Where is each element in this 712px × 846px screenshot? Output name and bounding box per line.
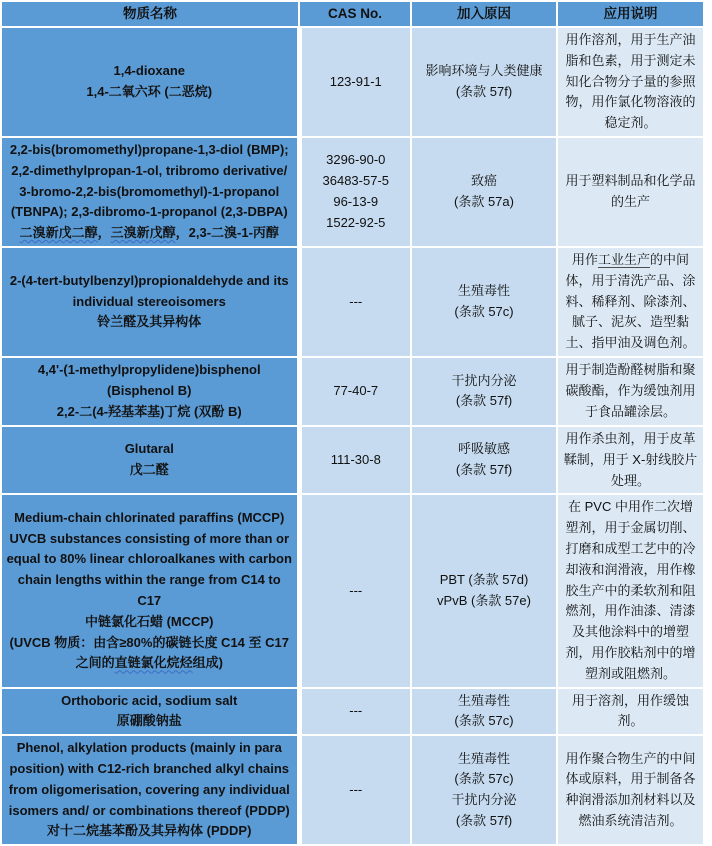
reason-clause: (条款 57a) bbox=[454, 193, 514, 209]
application-text: 用作杀虫剂，用于皮革鞣制，用于 X-射线胶片处理。 bbox=[563, 430, 698, 488]
substance-name-zh-part: 三溴新戊醇 bbox=[110, 225, 176, 241]
reason-text: 致癌 bbox=[470, 173, 497, 189]
reason-text: 干扰内分泌 bbox=[451, 792, 517, 808]
substance-name-zh bbox=[6, 633, 293, 675]
reason-text: 生殖毒性 bbox=[457, 750, 510, 766]
reason-cell bbox=[411, 688, 557, 736]
cas-cell bbox=[299, 27, 411, 137]
substance-name-cell bbox=[1, 137, 299, 247]
cas-number: 111-30-8 bbox=[330, 451, 381, 467]
cas-number: --- bbox=[349, 293, 363, 309]
column-header-reason: 加入原因 bbox=[411, 1, 557, 27]
cas-number: --- bbox=[349, 582, 363, 598]
substance-name-zh bbox=[6, 223, 293, 244]
cas-number: 3296-90-0 bbox=[326, 152, 386, 168]
reason-cell bbox=[411, 27, 557, 137]
reason-cell bbox=[411, 247, 557, 357]
application-text: 用作 bbox=[571, 251, 598, 267]
application-cell bbox=[557, 688, 704, 736]
table-row bbox=[1, 137, 704, 247]
substance-name-en: Medium-chain chlorinated paraffins (MCCP) bbox=[14, 509, 285, 525]
application-text: 用作溶剂，用于生产油脂和色素，用于测定未知化合物分子量的参照物，用作氯化物溶液的稳定剂。 bbox=[565, 32, 696, 131]
substance-name-zh: 铃兰醛及其异构体 bbox=[97, 314, 202, 330]
application-cell bbox=[557, 494, 704, 687]
substance-name-zh: 1,4-二氧六环 (二恶烷) bbox=[86, 83, 213, 99]
substance-name-cell bbox=[1, 735, 299, 845]
reason-cell bbox=[411, 357, 557, 426]
substance-name-cell bbox=[1, 426, 299, 494]
header-row bbox=[1, 1, 704, 27]
cas-cell bbox=[299, 688, 411, 736]
substance-name-zh: 戊二醛 bbox=[129, 462, 169, 478]
reason-cell bbox=[411, 426, 557, 494]
table-row bbox=[1, 426, 704, 494]
application-cell bbox=[557, 357, 704, 426]
reason-clause: (条款 57f) bbox=[455, 462, 513, 478]
application-text: 用于制造酚醛树脂和聚碳酸酯，作为缓蚀剂用于食品罐涂层。 bbox=[565, 362, 696, 419]
substance-name-cell bbox=[1, 494, 299, 687]
application-text: 的中间体，用于清洗产品、涂料、稀释剂、除漆剂、腻子、泥灰、造型黏土、指甲油及调色剂。 bbox=[565, 251, 696, 351]
application-cell bbox=[557, 137, 704, 247]
substance-name-cell bbox=[1, 247, 299, 357]
application-cell bbox=[557, 27, 704, 137]
substance-name-zh-part: 组成) bbox=[192, 655, 223, 671]
application-text: 用于塑料制品和化学品的生产 bbox=[565, 173, 696, 209]
reason-clause: (条款 57c) bbox=[454, 771, 514, 787]
table-row bbox=[1, 247, 704, 357]
reason-text: PBT (条款 57d) bbox=[439, 572, 529, 588]
reason-text: 影响环境与人类健康 (条款 57f) bbox=[425, 63, 543, 99]
reason-cell bbox=[411, 137, 557, 247]
table-row bbox=[1, 688, 704, 736]
cas-cell bbox=[299, 357, 411, 426]
substance-name-cell bbox=[1, 357, 299, 426]
application-cell bbox=[557, 735, 704, 845]
reason-clause: (条款 57c) bbox=[454, 713, 514, 729]
substance-name-cell bbox=[1, 27, 299, 137]
reason-cell bbox=[411, 735, 557, 845]
reason-text: 生殖毒性 bbox=[457, 283, 510, 299]
cas-cell bbox=[299, 137, 411, 247]
substance-name-zh-part: 二溴新戊二醇 bbox=[19, 225, 98, 241]
cas-number: 36483-57-5 bbox=[322, 173, 389, 189]
column-header-substance-name: 物质名称 bbox=[1, 1, 299, 27]
reason-text: 干扰内分泌 bbox=[451, 372, 517, 388]
reason-text: vPvB (条款 57e) bbox=[437, 592, 531, 608]
substance-name-zh: 原硼酸钠盐 bbox=[116, 713, 182, 729]
substance-name-en: 1,4-dioxane bbox=[113, 63, 186, 79]
reason-text: 生殖毒性 bbox=[457, 692, 510, 708]
reason-clause: (条款 57c) bbox=[454, 303, 514, 319]
table-row bbox=[1, 494, 704, 687]
substance-name-zh: 对十二烷基苯酚及其异构体 (PDDP) bbox=[47, 823, 252, 839]
substance-name-zh-part: (UVCB 物质：由含≥80%的碳链长度 C14 至 C17 之间的 bbox=[9, 634, 289, 671]
substance-name-en: 2-(4-tert-butylbenzyl)propionaldehyde and its individual stereoisomers bbox=[9, 272, 289, 309]
substance-name-en: Glutaral bbox=[124, 441, 174, 457]
reason-text: 呼吸敏感 bbox=[457, 441, 510, 457]
cas-number: 96-13-9 bbox=[333, 193, 379, 209]
substance-name-zh: 2,2-二(4-羟基苯基)丁烷 (双酚 B) bbox=[56, 403, 242, 419]
substance-name-en: 2,2-bis(bromomethyl)propane-1,3-diol (BMP); 2,2-dimethylpropan-1-ol, tribromo derivative/ 3-bromo-2,2-bis(bromomethyl)-1-propanol (TBNPA); 2,3-dibromo-1-propanol (2,3-DBPA) bbox=[9, 141, 289, 220]
substance-name-zh: 中链氯化石蜡 (MCCP) bbox=[84, 613, 214, 629]
application-text: 用作聚合物生产的中间体或原料，用于制备各种润滑添加剂材料以及燃油系统清洁剂。 bbox=[565, 750, 696, 828]
substance-name-cell bbox=[1, 688, 299, 736]
substance-name-en: Orthoboric acid, sodium salt bbox=[61, 692, 238, 708]
application-cell bbox=[557, 247, 704, 357]
cas-number: 1522-92-5 bbox=[326, 214, 386, 230]
table-row bbox=[1, 27, 704, 137]
reason-cell bbox=[411, 494, 557, 687]
cas-cell bbox=[299, 494, 411, 687]
application-text: 用于溶剂，用作缓蚀剂。 bbox=[571, 692, 689, 729]
application-text: 在 PVC 中用作二次增塑剂，用于金属切削、打磨和成型工艺中的冷却液和润滑液，用作橡胶生产中的柔软剂和阻燃剂，用作油漆、清漆及其他涂料中的增塑剂，用作胶粘剂中的增塑剂或阻燃剂。 bbox=[565, 499, 696, 681]
substance-name-en: (Bisphenol B) bbox=[107, 383, 192, 399]
table-row bbox=[1, 357, 704, 426]
substance-name-zh-part: 直链氯化烷烃 bbox=[114, 655, 193, 671]
cas-number: --- bbox=[349, 702, 363, 718]
reason-clause: (条款 57f) bbox=[455, 812, 513, 828]
table-row bbox=[1, 735, 704, 845]
substance-name-zh-part: ，2,3-二溴-1-丙醇 bbox=[175, 225, 279, 241]
cas-number: 77-40-7 bbox=[333, 383, 379, 399]
application-text-underlined: 工业生产 bbox=[597, 251, 650, 267]
reason-clause: (条款 57f) bbox=[455, 393, 513, 409]
cas-cell bbox=[299, 426, 411, 494]
substance-name-en: Phenol, alkylation products (mainly in para position) with C12-rich branched alkyl chains from oligomerisation, covering any individual isomers and/ or combinations thereof (PDDP) bbox=[8, 740, 290, 818]
cas-cell bbox=[299, 735, 411, 845]
substance-name-zh-part: ， bbox=[97, 225, 111, 241]
application-cell bbox=[557, 426, 704, 494]
column-header-application: 应用说明 bbox=[557, 1, 704, 27]
cas-number: 123-91-1 bbox=[329, 73, 382, 89]
cas-cell bbox=[299, 247, 411, 357]
substance-name-en: UVCB substances consisting of more than or equal to 80% linear chloroalkanes with carbon chain lengths within the range from C14 to C17 bbox=[6, 530, 292, 608]
column-header-cas-no: CAS No. bbox=[299, 1, 411, 27]
substance-name-en: 4,4'-(1-methylpropylidene)bisphenol bbox=[37, 362, 261, 378]
cas-number: --- bbox=[349, 781, 363, 797]
